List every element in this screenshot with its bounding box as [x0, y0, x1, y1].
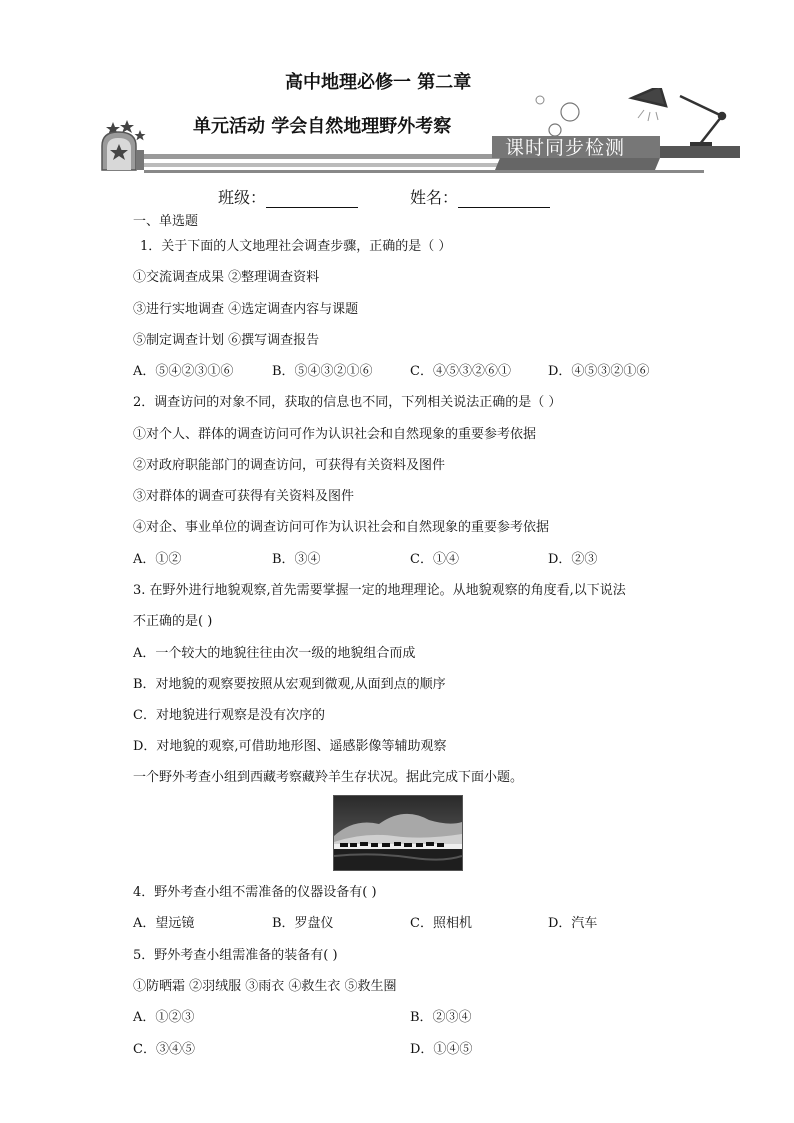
- q2-item: ③对群体的调查可获得有关资料及图件: [133, 489, 355, 504]
- lamp-icon: [632, 88, 725, 144]
- class-label: 班级：: [218, 188, 267, 207]
- q4-option-a[interactable]: A．望远镜: [133, 916, 195, 931]
- q1-item: ⑤制定调查计划 ⑥撰写调查报告: [133, 333, 320, 348]
- q1-option-b[interactable]: B．⑤④③②①⑥: [272, 364, 373, 379]
- q5-option-d[interactable]: D．①④⑤: [410, 1042, 473, 1057]
- q4-option-d[interactable]: D．汽车: [548, 916, 598, 931]
- title-line-2: 单元活动 学会自然地理野外考察: [193, 116, 452, 137]
- banner-tag: 课时同步检测: [505, 137, 626, 159]
- q5-items: ①防晒霜 ②羽绒服 ③雨衣 ④救生衣 ⑤救生圈: [133, 979, 397, 994]
- q1-option-d[interactable]: D．④⑤③②①⑥: [548, 364, 650, 379]
- antelope-photo: [333, 795, 463, 871]
- q3-stem-cont: 不正确的是( ): [133, 614, 213, 629]
- q2-option-b[interactable]: B．③④: [272, 552, 321, 567]
- q2-item: ①对个人、群体的调查访问可作为认识社会和自然现象的重要参考依据: [133, 427, 537, 442]
- class-blank[interactable]: [266, 193, 358, 208]
- q2-item: ②对政府职能部门的调查访问，可获得有关资料及图件: [133, 458, 446, 473]
- q2-option-d[interactable]: D．②③: [548, 552, 598, 567]
- q2-option-a[interactable]: A．①②: [133, 552, 182, 567]
- class-field: [218, 185, 358, 208]
- q5-option-b[interactable]: B．②③④: [410, 1010, 472, 1025]
- material-intro: 一个野外考查小组到西藏考察藏羚羊生存状况。据此完成下面小题。: [133, 770, 524, 785]
- name-blank[interactable]: [458, 193, 550, 208]
- q1-item: ③进行实地调查 ④选定调查内容与课题: [133, 302, 359, 317]
- header-banner: [100, 88, 740, 178]
- title-line-1: 高中地理必修一 第二章: [285, 72, 472, 93]
- q1-option-a[interactable]: A．⑤④②③①⑥: [133, 364, 234, 379]
- q1-option-c[interactable]: C．④⑤③②⑥①: [410, 364, 511, 379]
- q2-item: ④对企、事业单位的调查访问可作为认识社会和自然现象的重要参考依据: [133, 520, 550, 535]
- name-field: [410, 185, 550, 208]
- q3-stem: 3. 在野外进行地貌观察,首先需要掌握一定的地理理论。从地貌观察的角度看,以下说法: [133, 583, 626, 598]
- q4-stem: 4．野外考查小组不需准备的仪器设备有( ): [133, 885, 377, 900]
- q1-stem: 1．关于下面的人文地理社会调查步骤，正确的是（ ）: [140, 239, 452, 254]
- q5-stem: 5．野外考查小组需准备的装备有( ): [133, 948, 338, 963]
- q4-option-c[interactable]: C．照相机: [410, 916, 472, 931]
- q4-option-b[interactable]: B．罗盘仪: [272, 916, 334, 931]
- section-heading: 一、单选题: [133, 214, 199, 229]
- q5-option-c[interactable]: C．③④⑤: [133, 1042, 195, 1057]
- q5-option-a[interactable]: A．①②③: [133, 1010, 195, 1025]
- q3-option-c[interactable]: C．对地貌进行观察是没有次序的: [133, 708, 325, 723]
- q2-stem: 2．调查访问的对象不同，获取的信息也不同，下列相关说法正确的是（ ）: [133, 395, 562, 410]
- q1-item: ①交流调查成果 ②整理调查资料: [133, 270, 320, 285]
- q3-option-a[interactable]: A．一个较大的地貌往往由次一级的地貌组合而成: [133, 646, 416, 661]
- q2-option-c[interactable]: C．①④: [410, 552, 459, 567]
- name-label: 姓名：: [410, 188, 459, 207]
- q3-option-b[interactable]: B．对地貌的观察要按照从宏观到微观,从面到点的顺序: [133, 677, 446, 692]
- q3-option-d[interactable]: D．对地貌的观察,可借助地形图、遥感影像等辅助观察: [133, 739, 447, 754]
